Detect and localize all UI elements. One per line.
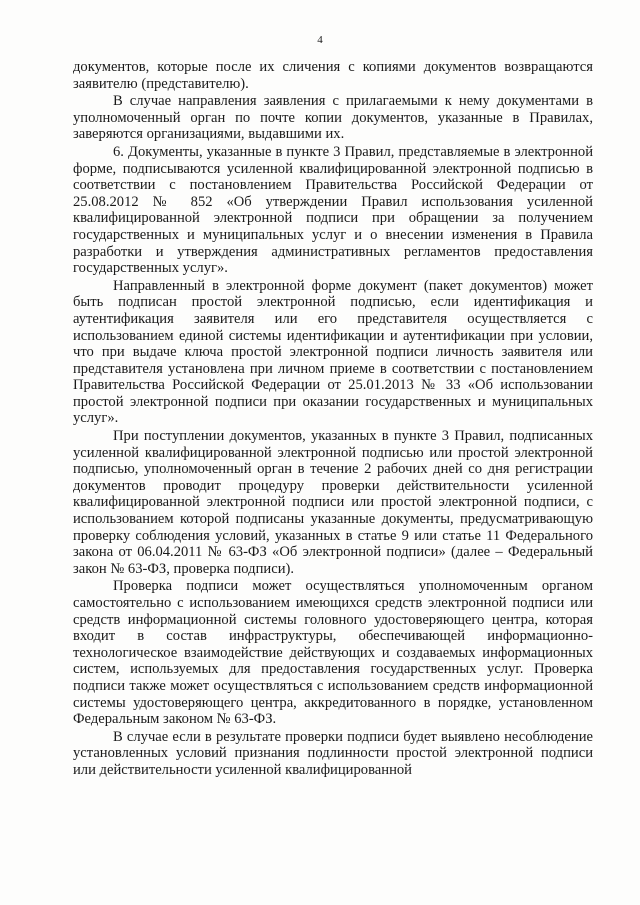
document-body — [73, 59, 593, 779]
paragraph-signature-verification: При поступлении документов, указанных в пункте 3 Правил, подписанных усиленной квалифицированной электронной подписью или простой электронной подписью, уполномоченный орган в течение 2 рабочих дней со дня регистрации документов проводит процедуру проверки действительности усиленной квалифицированной электронной подписи или простой электронной подписи, с использованием которой подписаны указанные документы, предусматривающую проверку соблюдения условий, указанных в статье 9 или статье 11 Федерального закона от 06.04.2011 № 63-ФЗ «Об электронной подписи» (далее – Федеральный закон № 63-ФЗ, проверка подписи). — [73, 428, 593, 577]
paragraph-postal-copies: В случае направления заявления с прилагаемыми к нему документами в уполномоченный орган по почте копии документов, указанные в Правилах, заверяются организациями, выдавшими их. — [73, 93, 593, 143]
paragraph-verification-means: Проверка подписи может осуществляться уполномоченным органом самостоятельно с использованием имеющихся средств электронной подписи или средств информационной системы головного удостоверяющего центра, которая входит в состав инфраструктуры, обеспечивающей информационно-технологическое взаимодействие действующих и создаваемых информационных систем, используемых для предоставления государственных услуг. Проверка подписи также может осуществляться с использованием средств информационной системы удостоверяющего центра, аккредитованного в порядке, установленном Федеральным законом № 63-ФЗ. — [73, 578, 593, 728]
paragraph-simple-signature: Направленный в электронной форме документ (пакет документов) может быть подписан простой электронной подписью, если идентификация и аутентификация заявителя или его представителя осуществляется с использованием единой системы идентификации и аутентификации при условии, что при выдаче ключа простой электронной подписи личность заявителя или представителя установлена при личном приеме в соответствии с постановлением Правительства Российской Федерации от 25.01.2013 № 33 «Об использовании простой электронной подписи при оказании государственных и муниципальных услуг». — [73, 277, 593, 427]
paragraph-verification-failure: В случае если в результате проверки подписи будет выявлено несоблюдение установленных условий признания подлинности простой электронной подписи или действительности усиленной квалифицированной — [73, 728, 593, 778]
paragraph-item-6-electronic-signature: 6. Документы, указанные в пункте 3 Правил, представляемые в электронной форме, подписываются усиленной квалифицированной электронной подписью в соответствии с постановлением Правительства Российской Федерации от 25.08.2012 № 852 «Об утверждении Правил использования усиленной квалифицированной электронной подписи при обращении за получением государственных и муниципальных услуг и о внесении изменения в Правила разработки и утверждения административных регламентов предоставления государственных услуг». — [73, 143, 593, 277]
paragraph-documents-return: документов, которые после их сличения с копиями документов возвращаются заявителю (представителю). — [73, 59, 593, 92]
page-number: 4 — [317, 34, 323, 46]
